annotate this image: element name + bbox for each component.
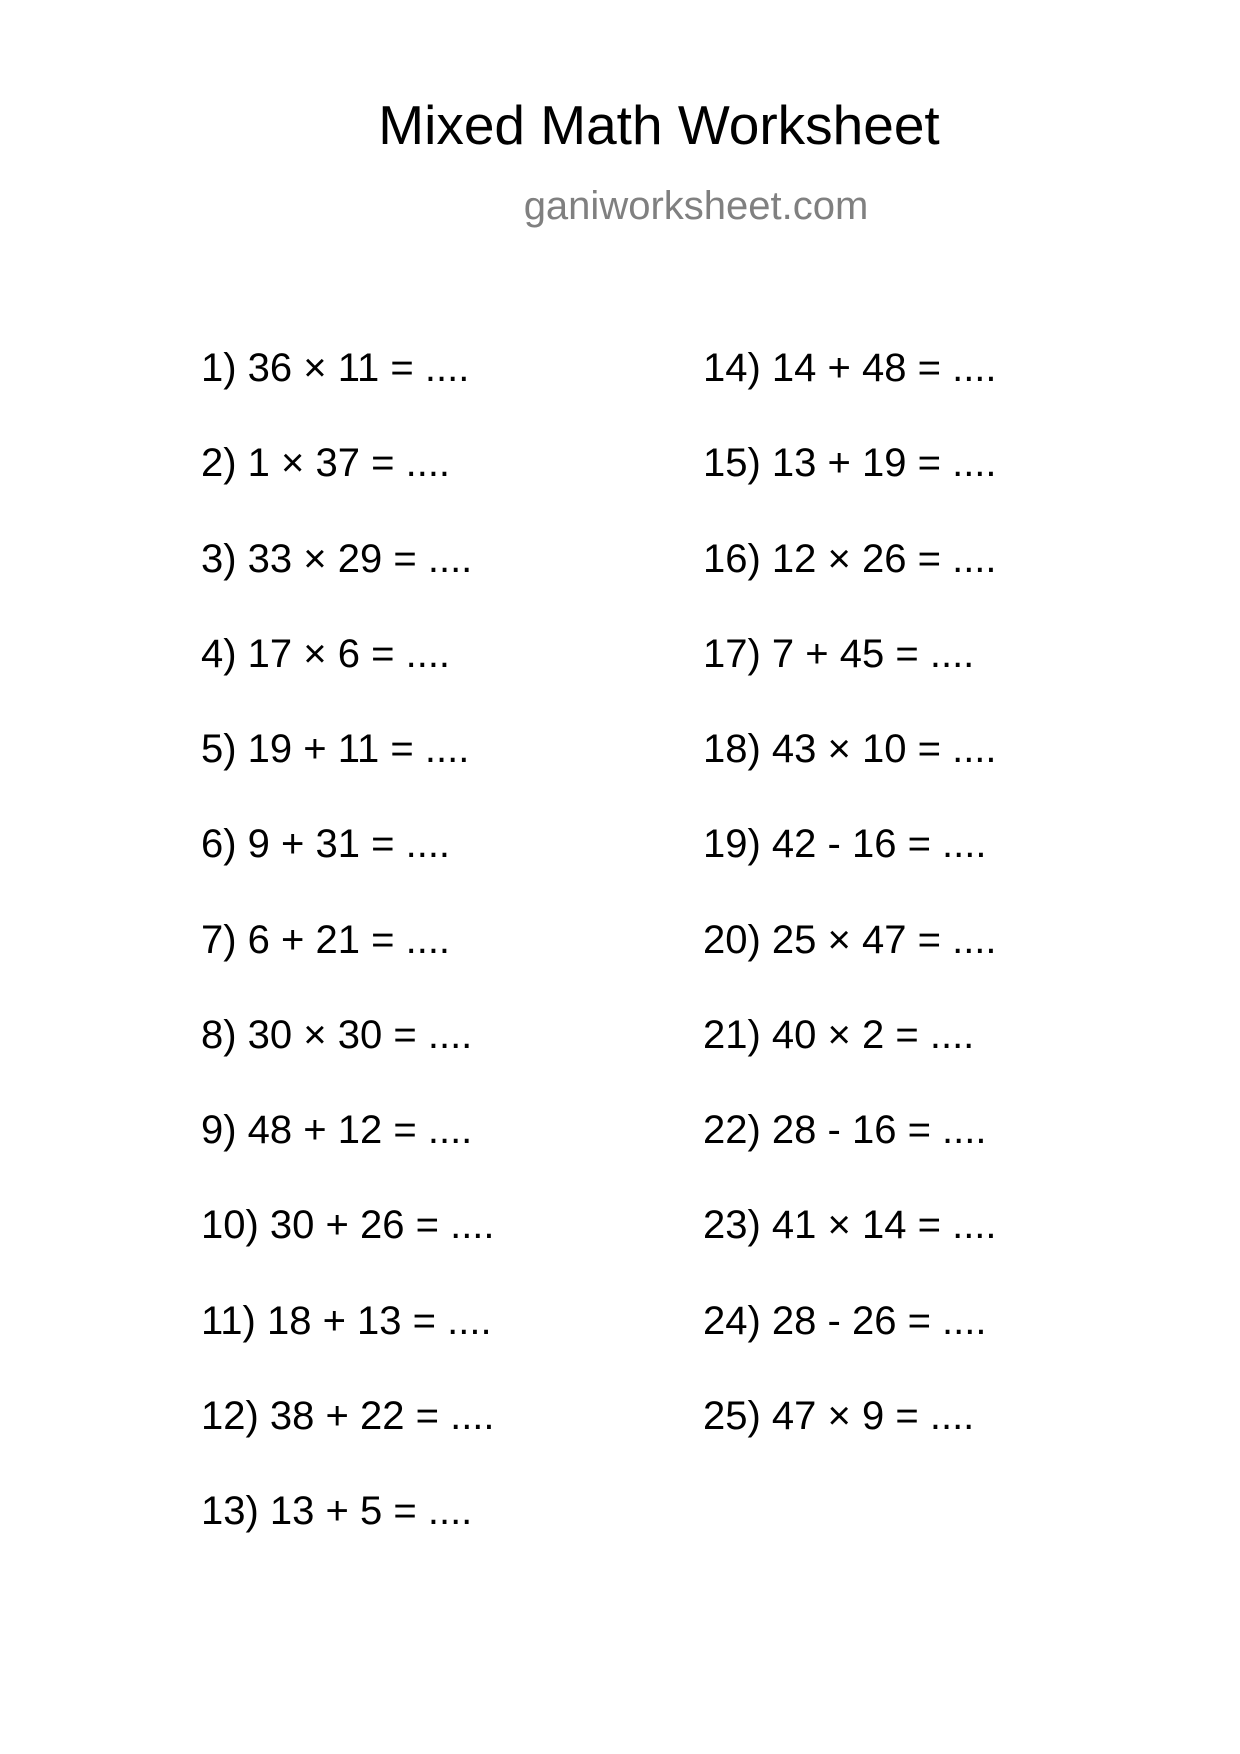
math-problem-12: 12) 38 + 22 = .... (201, 1393, 495, 1438)
problem-list-left (201, 344, 495, 1582)
math-problem-15: 15) 13 + 19 = .... (703, 441, 997, 486)
math-problem-10: 10) 30 + 26 = .... (201, 1203, 495, 1248)
worksheet-source: ganiworksheet.com (523, 184, 869, 228)
math-problem-23: 23) 41 × 14 = .... (703, 1203, 997, 1248)
math-problem-7: 7) 6 + 21 = .... (201, 917, 451, 962)
math-problem-11: 11) 18 + 13 = .... (201, 1298, 492, 1343)
math-problem-2: 2) 1 × 37 = .... (201, 441, 451, 486)
math-problem-8: 8) 30 × 30 = .... (201, 1012, 473, 1057)
math-problem-5: 5) 19 + 11 = .... (201, 727, 470, 771)
problem-list-right (703, 344, 997, 1487)
math-problem-16: 16) 12 × 26 = .... (703, 536, 997, 581)
math-problem-3: 3) 33 × 29 = .... (201, 536, 473, 581)
math-problem-1: 1) 36 × 11 = .... (201, 346, 470, 390)
math-problem-21: 21) 40 × 2 = .... (703, 1012, 975, 1057)
math-problem-13: 13) 13 + 5 = .... (201, 1489, 473, 1533)
math-problem-14: 14) 14 + 48 = .... (703, 346, 997, 390)
math-problem-25: 25) 47 × 9 = .... (703, 1393, 975, 1438)
worksheet-title: Mixed Math Worksheet (378, 94, 940, 156)
math-problem-17: 17) 7 + 45 = .... (703, 631, 975, 676)
math-problem-20: 20) 25 × 47 = .... (703, 917, 997, 962)
math-problem-22: 22) 28 - 16 = .... (703, 1108, 987, 1152)
math-problem-19: 19) 42 - 16 = .... (703, 822, 987, 867)
math-problem-4: 4) 17 × 6 = .... (201, 631, 451, 676)
math-problem-24: 24) 28 - 26 = .... (703, 1298, 987, 1343)
math-problem-18: 18) 43 × 10 = .... (703, 727, 997, 771)
math-problem-9: 9) 48 + 12 = .... (201, 1108, 473, 1152)
math-problem-6: 6) 9 + 31 = .... (201, 822, 451, 867)
